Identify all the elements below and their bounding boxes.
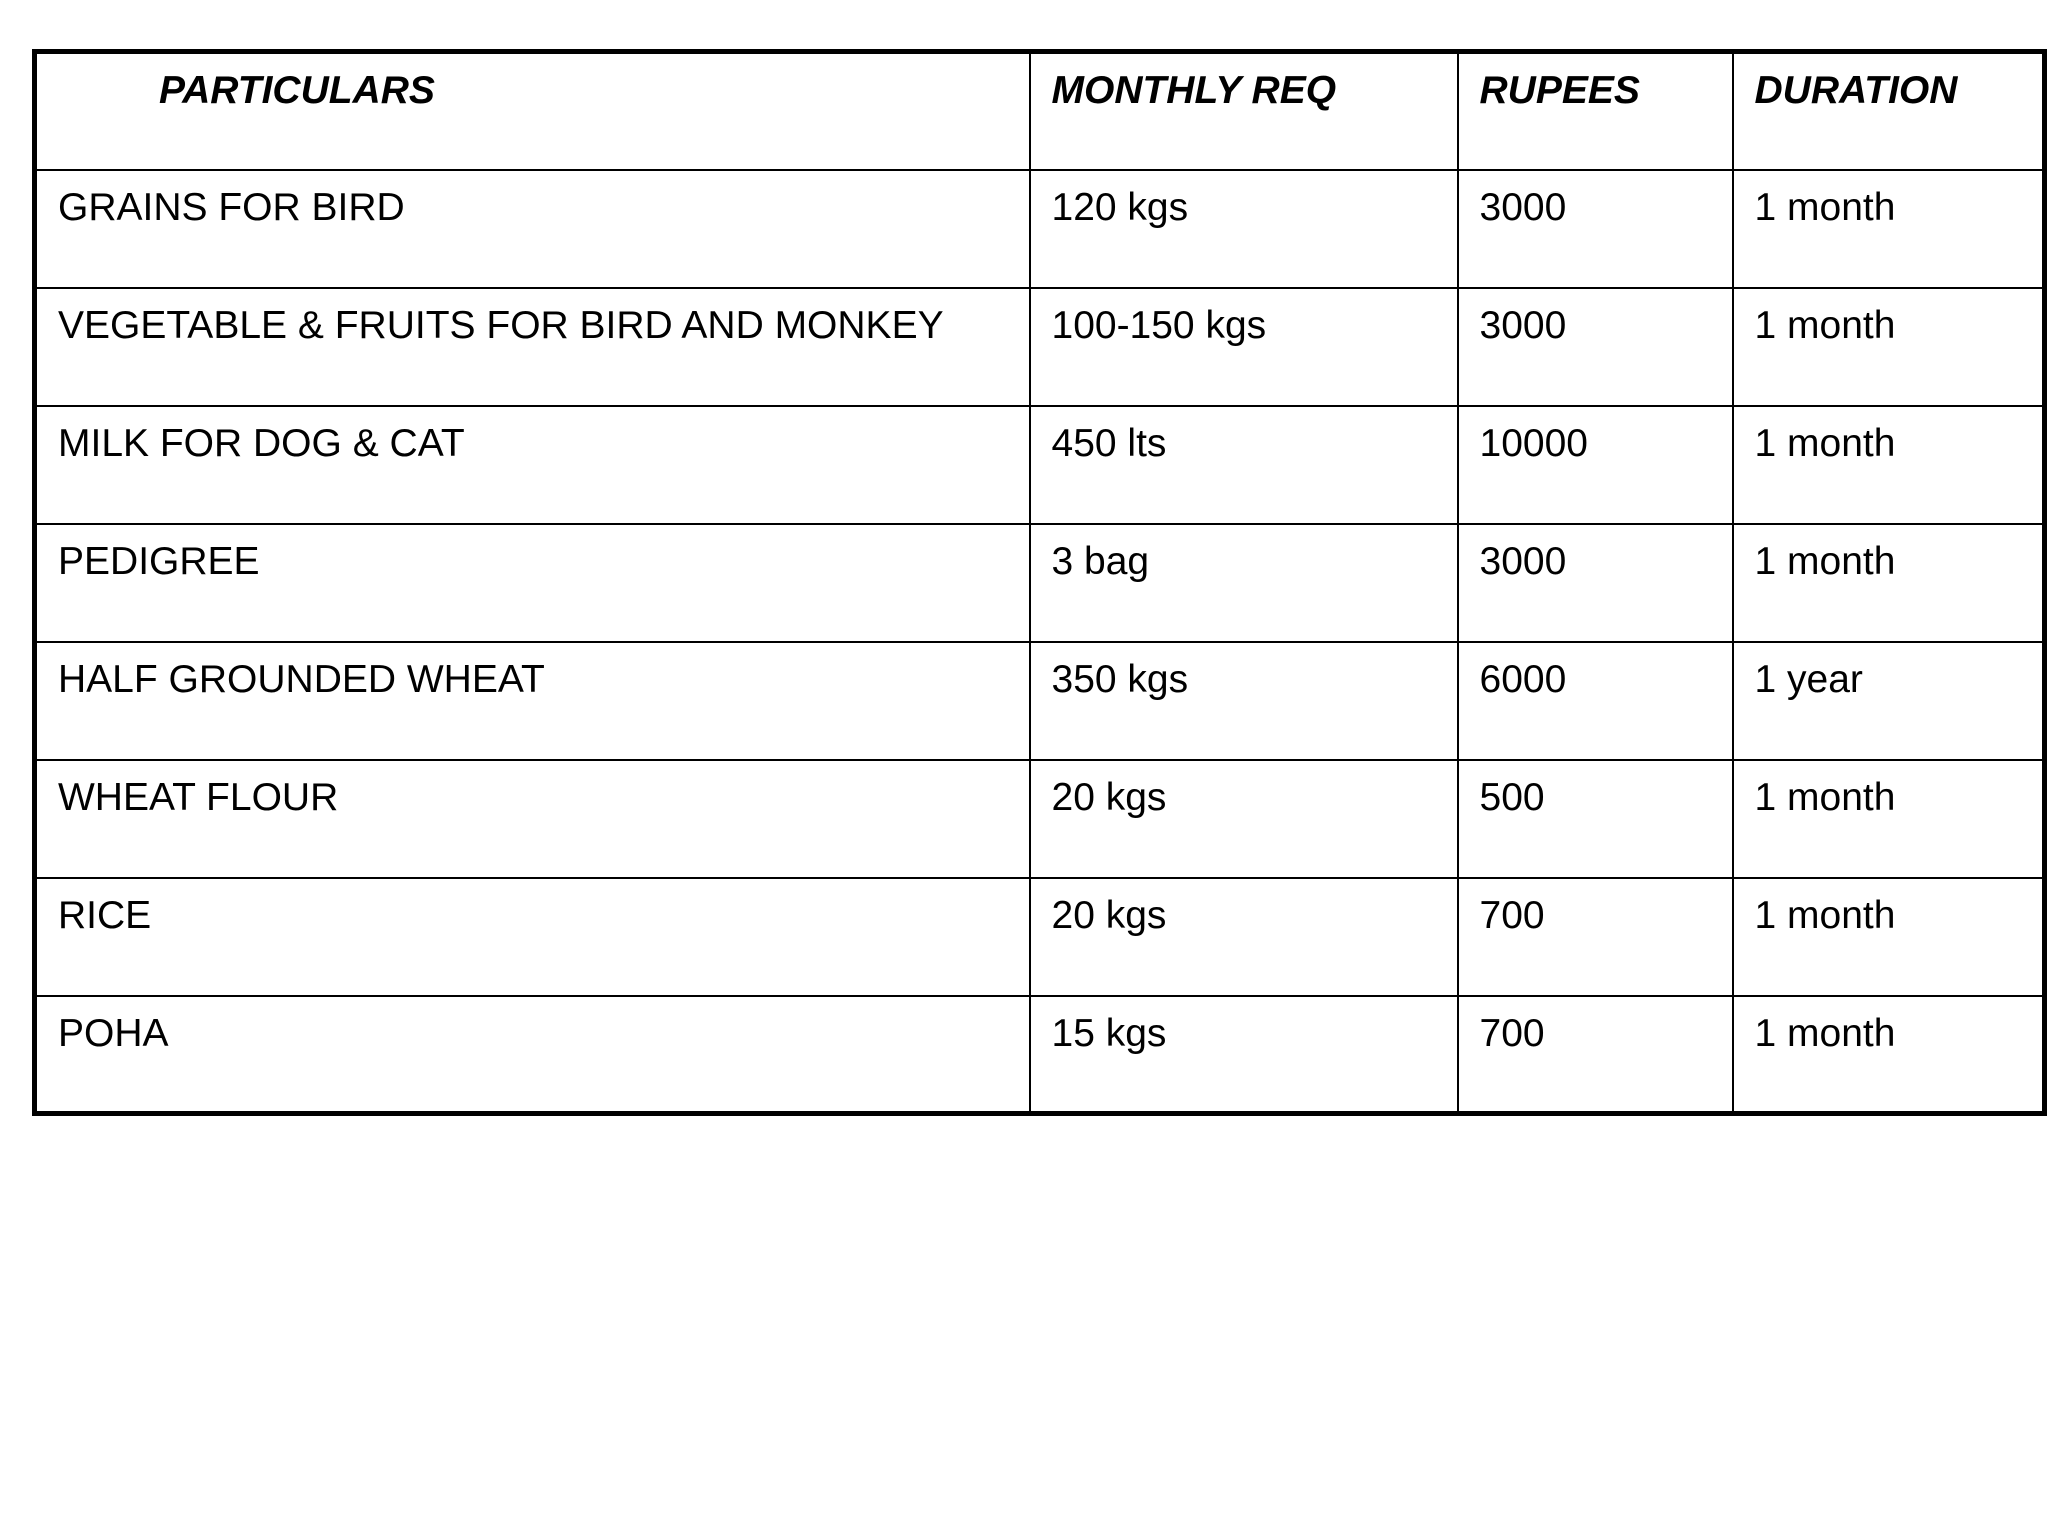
cell-monthly-req: 120 kgs — [1030, 170, 1458, 288]
cell-monthly-req: 20 kgs — [1030, 878, 1458, 996]
cell-duration: 1 month — [1733, 760, 2045, 878]
table-row — [35, 406, 2045, 524]
table-row — [35, 288, 2045, 406]
cell-rupees: 10000 — [1458, 406, 1733, 524]
cell-monthly-req: 450 lts — [1030, 406, 1458, 524]
cell-duration: 1 month — [1733, 406, 2045, 524]
cell-duration: 1 month — [1733, 878, 2045, 996]
cell-particulars: POHA — [35, 996, 1030, 1114]
cell-monthly-req: 350 kgs — [1030, 642, 1458, 760]
cell-rupees: 3000 — [1458, 524, 1733, 642]
cell-rupees: 6000 — [1458, 642, 1733, 760]
cell-particulars: GRAINS FOR BIRD — [35, 170, 1030, 288]
cell-duration: 1 year — [1733, 642, 2045, 760]
cell-monthly-req: 3 bag — [1030, 524, 1458, 642]
header-monthly-req: MONTHLY REQ — [1030, 52, 1458, 170]
header-rupees: RUPEES — [1458, 52, 1733, 170]
table-header-row — [35, 52, 2045, 170]
cell-monthly-req: 20 kgs — [1030, 760, 1458, 878]
cell-particulars: WHEAT FLOUR — [35, 760, 1030, 878]
cell-monthly-req: 15 kgs — [1030, 996, 1458, 1114]
cell-rupees: 700 — [1458, 878, 1733, 996]
cell-monthly-req: 100-150 kgs — [1030, 288, 1458, 406]
table-row — [35, 524, 2045, 642]
table-row — [35, 760, 2045, 878]
table-row — [35, 878, 2045, 996]
table-row — [35, 170, 2045, 288]
cell-duration: 1 month — [1733, 524, 2045, 642]
header-particulars: PARTICULARS — [35, 52, 1030, 170]
cell-duration: 1 month — [1733, 170, 2045, 288]
cell-rupees: 500 — [1458, 760, 1733, 878]
table-row — [35, 996, 2045, 1114]
cell-duration: 1 month — [1733, 996, 2045, 1114]
cell-rupees: 3000 — [1458, 288, 1733, 406]
cell-particulars: MILK FOR DOG & CAT — [35, 406, 1030, 524]
cell-rupees: 3000 — [1458, 170, 1733, 288]
cell-particulars: RICE — [35, 878, 1030, 996]
header-duration: DURATION — [1733, 52, 2045, 170]
cell-particulars: PEDIGREE — [35, 524, 1030, 642]
cell-particulars: VEGETABLE & FRUITS FOR BIRD AND MONKEY — [35, 288, 1030, 406]
cell-particulars: HALF GROUNDED WHEAT — [35, 642, 1030, 760]
table-row — [35, 642, 2045, 760]
cell-rupees: 700 — [1458, 996, 1733, 1114]
requirements-table — [32, 49, 2047, 1116]
cell-duration: 1 month — [1733, 288, 2045, 406]
